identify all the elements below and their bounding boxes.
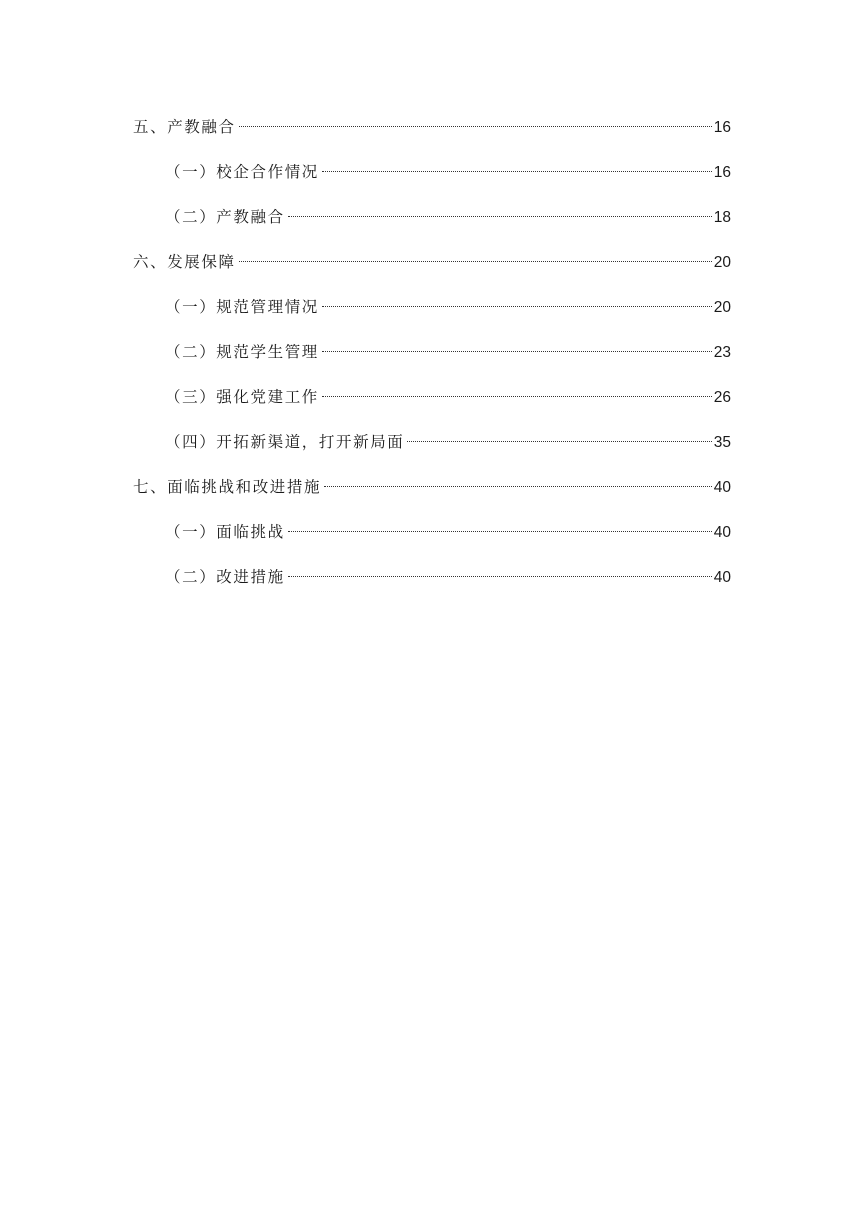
toc-dot-leader xyxy=(288,216,712,217)
toc-entry-title: 五、产教融合 xyxy=(133,118,236,136)
toc-page-number: 40 xyxy=(713,479,731,496)
toc-entry-title: （三）强化党建工作 xyxy=(165,388,319,406)
toc-entry-title: （二）规范学生管理 xyxy=(165,343,319,361)
toc-page-number: 40 xyxy=(713,524,731,541)
toc-entry[interactable] xyxy=(133,429,731,474)
toc-entry-title: （一）面临挑战 xyxy=(165,523,285,541)
toc-entry-title: （四）开拓新渠道，打开新局面 xyxy=(165,433,405,451)
toc-entry[interactable] xyxy=(133,519,731,564)
toc-page-number: 20 xyxy=(713,299,731,316)
toc-dot-leader xyxy=(288,531,712,532)
toc-dot-leader xyxy=(322,171,712,172)
table-of-contents xyxy=(133,114,731,609)
toc-entry[interactable] xyxy=(133,384,731,429)
toc-entry[interactable] xyxy=(133,159,731,204)
toc-dot-leader xyxy=(407,441,711,442)
toc-page-number: 18 xyxy=(713,209,731,226)
toc-dot-leader xyxy=(239,126,712,127)
toc-entry[interactable] xyxy=(133,114,731,159)
toc-page-number: 20 xyxy=(713,254,731,271)
toc-dot-leader xyxy=(322,351,712,352)
toc-dot-leader xyxy=(322,306,712,307)
toc-entry[interactable] xyxy=(133,204,731,249)
toc-dot-leader xyxy=(322,396,712,397)
toc-page-number: 35 xyxy=(713,434,731,451)
toc-dot-leader xyxy=(324,486,712,487)
toc-entry-title: （一）校企合作情况 xyxy=(165,163,319,181)
toc-entry[interactable] xyxy=(133,564,731,609)
toc-entry-title: 六、发展保障 xyxy=(133,253,236,271)
toc-dot-leader xyxy=(239,261,712,262)
toc-entry[interactable] xyxy=(133,474,731,519)
toc-page-number: 16 xyxy=(713,164,731,181)
toc-entry-title: （二）改进措施 xyxy=(165,568,285,586)
toc-page-number: 40 xyxy=(713,569,731,586)
toc-dot-leader xyxy=(288,576,712,577)
toc-page-number: 23 xyxy=(713,344,731,361)
toc-entry[interactable] xyxy=(133,249,731,294)
toc-entry-title: （二）产教融合 xyxy=(165,208,285,226)
toc-page-number: 16 xyxy=(713,119,731,136)
toc-entry[interactable] xyxy=(133,294,731,339)
toc-page-number: 26 xyxy=(713,389,731,406)
toc-entry[interactable] xyxy=(133,339,731,384)
toc-entry-title: 七、面临挑战和改进措施 xyxy=(133,478,322,496)
toc-entry-title: （一）规范管理情况 xyxy=(165,298,319,316)
